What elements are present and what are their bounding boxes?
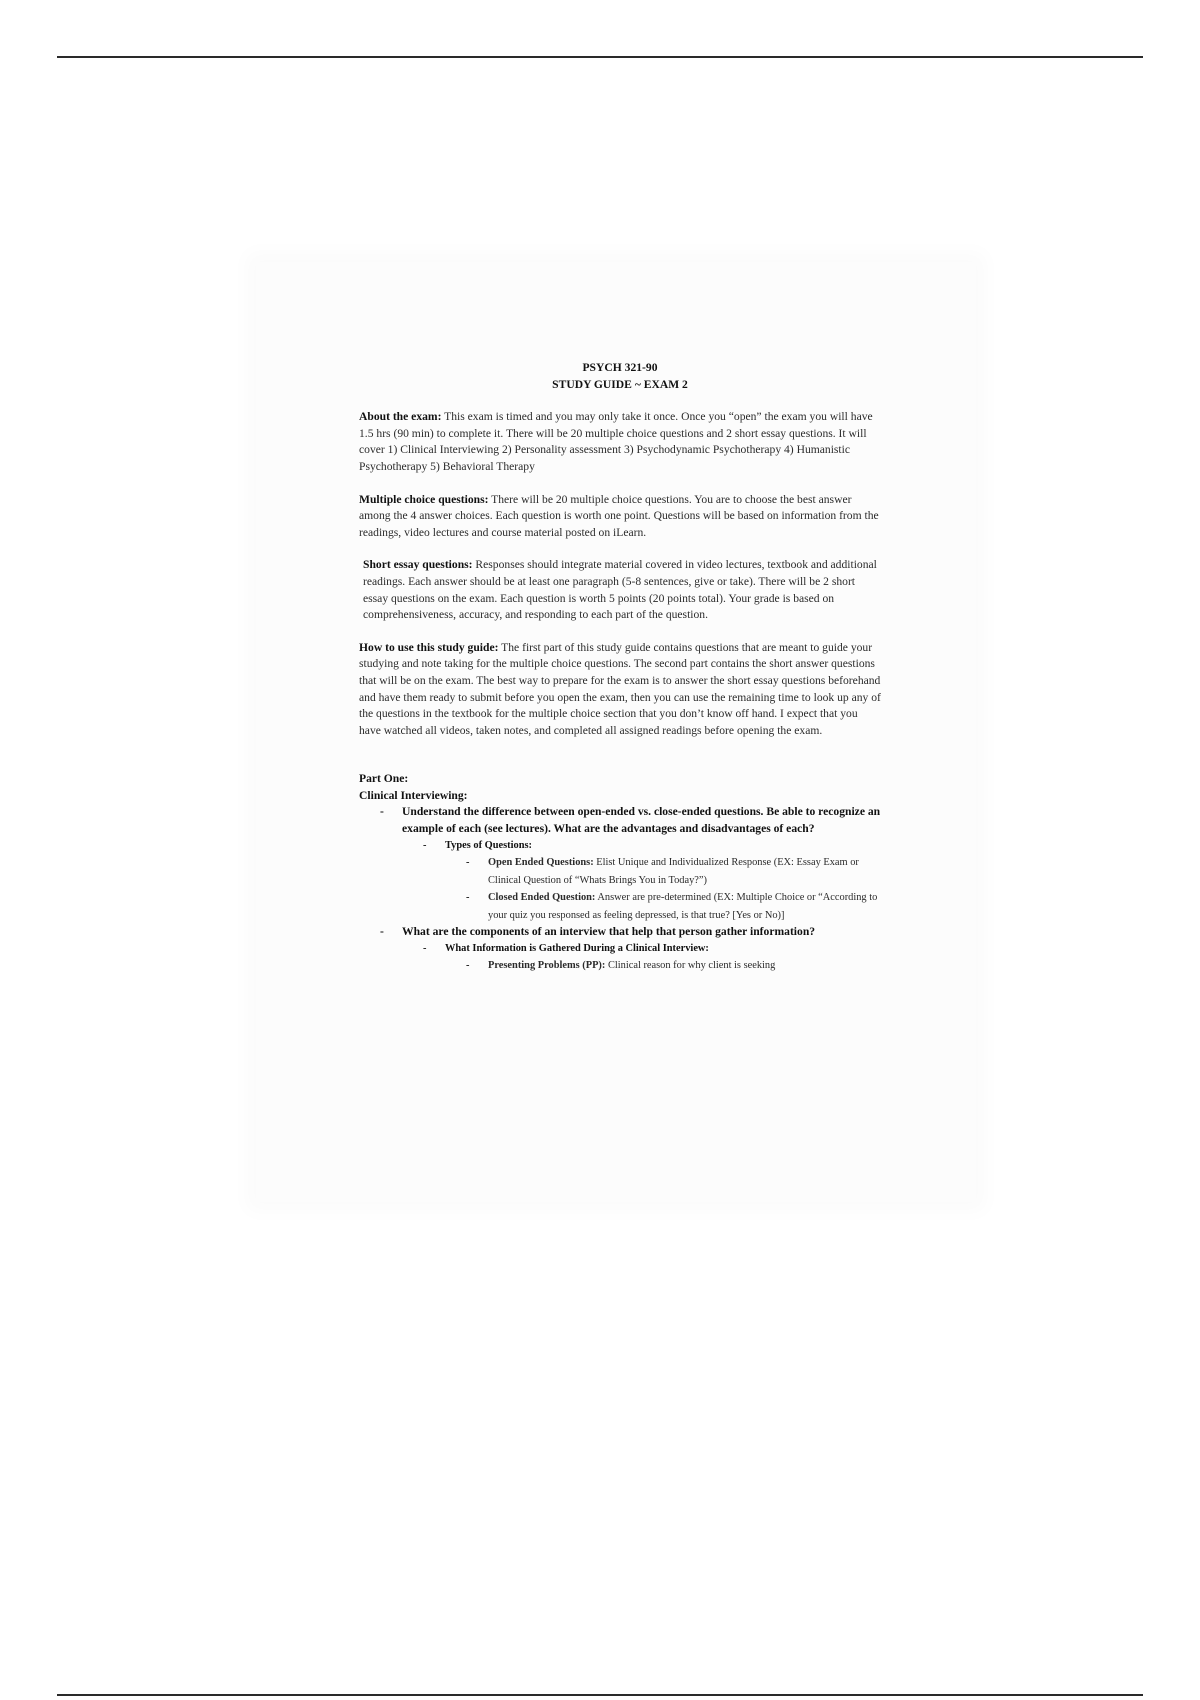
sub-list [402, 941, 881, 975]
sub-list [402, 838, 881, 924]
short-essay-label: Short essay questions: [363, 558, 473, 572]
sub-sub-list [445, 957, 881, 974]
question-interview-components: What are the components of an interview that help that person gather information? [402, 925, 816, 939]
bullet-dash: - [423, 942, 427, 954]
multiple-choice-text: There will be 20 multiple choice questions. You are to choose the best answer among the 4 answer choices. Each question is worth one point. Questions will be based on information from the readings, video lectures and course material posted on iLearn. [359, 492, 879, 539]
list-item [445, 889, 881, 924]
bullet-dash: - [466, 892, 470, 904]
short-essay-paragraph [359, 557, 881, 623]
list-item [445, 854, 881, 889]
bullet-dash: - [380, 805, 384, 819]
sub-sub-list [445, 854, 881, 924]
bottom-rule [57, 1694, 1143, 1696]
presenting-problems-item [488, 957, 881, 974]
about-exam-text: This exam is timed and you may only take it once. Once you “open” the exam you will have 1.5 hrs (90 min) to complete it. There will be 20 multiple choice questions and 2 short essay questions. It will cover 1) Clinical Interviewing 2) Personality assessment 3) Psychodynamic Psychotherapy 4) Humanistic Psychotherapy 5) Behavioral Therapy [359, 410, 873, 473]
bullet-dash: - [380, 925, 384, 939]
about-exam-paragraph [359, 409, 881, 475]
how-to-use-paragraph [359, 640, 881, 740]
open-ended-item [488, 854, 881, 889]
presenting-problems-label: Presenting Problems (PP): [488, 960, 606, 972]
closed-ended-label: Closed Ended Question: [488, 892, 596, 904]
open-ended-text: Elist Unique and Individualized Response (EX: Essay Exam or Clinical Question of “Whats Brings You in Today?”) [488, 857, 859, 886]
information-gathered-heading: What Information is Gathered During a Clinical Interview: [445, 942, 709, 954]
clinical-interviewing-heading: Clinical Interviewing: [359, 788, 468, 802]
presenting-problems-text: Clinical reason for why client is seeking [605, 960, 776, 972]
about-exam-label: About the exam: [359, 410, 442, 424]
document-title-line-2: STUDY GUIDE ~ EXAM 2 [552, 377, 688, 391]
list-item [359, 924, 881, 975]
question-list [359, 804, 881, 974]
multiple-choice-label: Multiple choice questions: [359, 492, 489, 506]
multiple-choice-paragraph [359, 492, 881, 542]
list-item [359, 804, 881, 924]
list-item [445, 957, 881, 974]
how-to-use-text: The first part of this study guide contains questions that are meant to guide your studying and note taking for the multiple choice questions. The second part contains the short answer questions that will be on the exam. The best way to prepare for the exam is to answer the short essay questions beforehand and have them ready to submit before you open the exam, then you can use the remaining time to look up any of the questions in the textbook for the multiple choice section that you don’t know off hand. I expect that you have watched all videos, taken notes, and completed all assigned readings before opening the exam. [359, 640, 881, 737]
question-open-vs-closed: Understand the difference between open-ended vs. close-ended questions. Be able to recognize an example of each (see lectures). What are the advantages and disadvantages of each? [402, 805, 881, 836]
list-item [402, 838, 881, 924]
document-body [359, 360, 881, 975]
bullet-dash: - [466, 960, 470, 972]
bullet-dash: - [423, 839, 427, 851]
list-item [402, 941, 881, 975]
open-ended-label: Open Ended Questions: [488, 857, 594, 869]
short-essay-text: Responses should integrate material covered in video lectures, textbook and additional readings. Each answer should be at least one paragraph (5-8 sentences, give or take). There will be 2 short essay questions on the exam. Each question is worth 5 points (20 points total). Your grade is based on comprehensiveness, accuracy, and responding to each part of the question. [363, 558, 877, 622]
bullet-dash: - [466, 857, 470, 869]
part-one-heading: Part One: [359, 772, 409, 786]
closed-ended-text: Answer are pre-determined (EX: Multiple Choice or “According to your quiz you responsed as feeling depressed, is that true? [Yes or No)] [488, 892, 878, 921]
closed-ended-item [488, 889, 881, 924]
document-title-line-1: PSYCH 321-90 [582, 361, 658, 374]
top-rule [57, 56, 1143, 58]
how-to-use-label: How to use this study guide: [359, 640, 499, 654]
types-of-questions-heading: Types of Questions: [445, 839, 532, 851]
